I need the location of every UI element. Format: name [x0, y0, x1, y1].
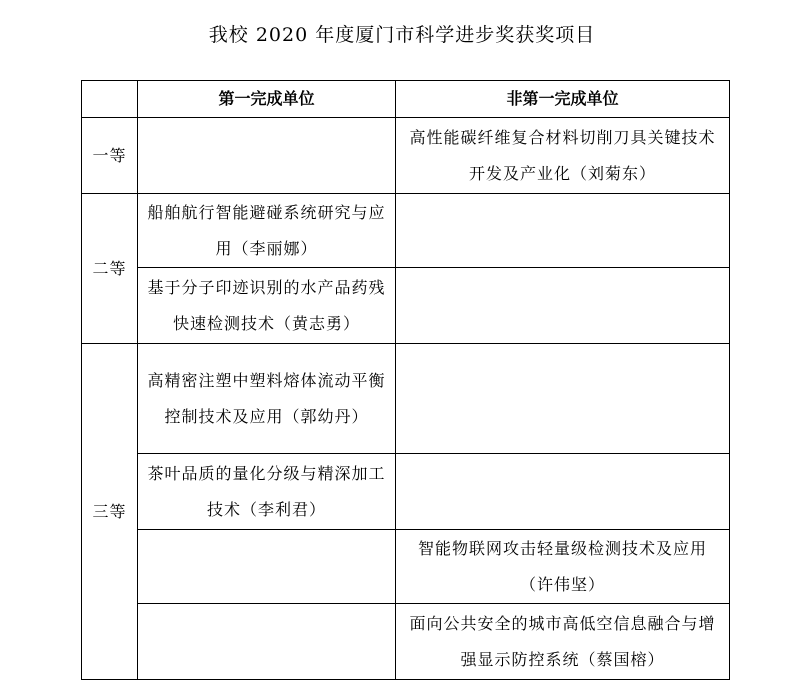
table-row: [82, 530, 730, 604]
table-row: [82, 194, 730, 268]
non-first-unit-cell: [396, 194, 730, 268]
first-unit-cell: 基于分子印迹识别的水产品药残快速检测技术（黄志勇）: [138, 268, 396, 344]
non-first-unit-cell: [396, 344, 730, 454]
grade-cell-second-prize: 二等: [82, 194, 138, 344]
header-grade: [82, 81, 138, 118]
table-row: [82, 454, 730, 530]
non-first-unit-cell: 面向公共安全的城市高低空信息融合与增强显示防控系统（蔡国榕）: [396, 604, 730, 680]
first-unit-cell: 茶叶品质的量化分级与精深加工技术（李利君）: [138, 454, 396, 530]
non-first-unit-cell: 高性能碳纤维复合材料切削刀具关键技术开发及产业化（刘菊东）: [396, 118, 730, 194]
first-unit-cell: [138, 118, 396, 194]
awards-table: [81, 80, 730, 680]
grade-cell-first-prize: 一等: [82, 118, 138, 194]
header-first-unit: 第一完成单位: [138, 81, 396, 118]
table-row: [82, 268, 730, 344]
table-row: [82, 118, 730, 194]
first-unit-cell: [138, 530, 396, 604]
non-first-unit-cell: [396, 454, 730, 530]
document-title: 我校 2020 年度厦门市科学进步奖获奖项目: [208, 24, 596, 46]
header-non-first-unit: 非第一完成单位: [396, 81, 730, 118]
non-first-unit-cell: 智能物联网攻击轻量级检测技术及应用（许伟坚）: [396, 530, 730, 604]
grade-cell-third-prize: 三等: [82, 344, 138, 680]
non-first-unit-cell: [396, 268, 730, 344]
table-row: [82, 344, 730, 454]
table-row: [82, 604, 730, 680]
first-unit-cell: 船舶航行智能避碰系统研究与应用（李丽娜）: [138, 194, 396, 268]
first-unit-cell: 高精密注塑中塑料熔体流动平衡控制技术及应用（郭幼丹）: [138, 344, 396, 454]
header-row: [82, 81, 730, 118]
first-unit-cell: [138, 604, 396, 680]
